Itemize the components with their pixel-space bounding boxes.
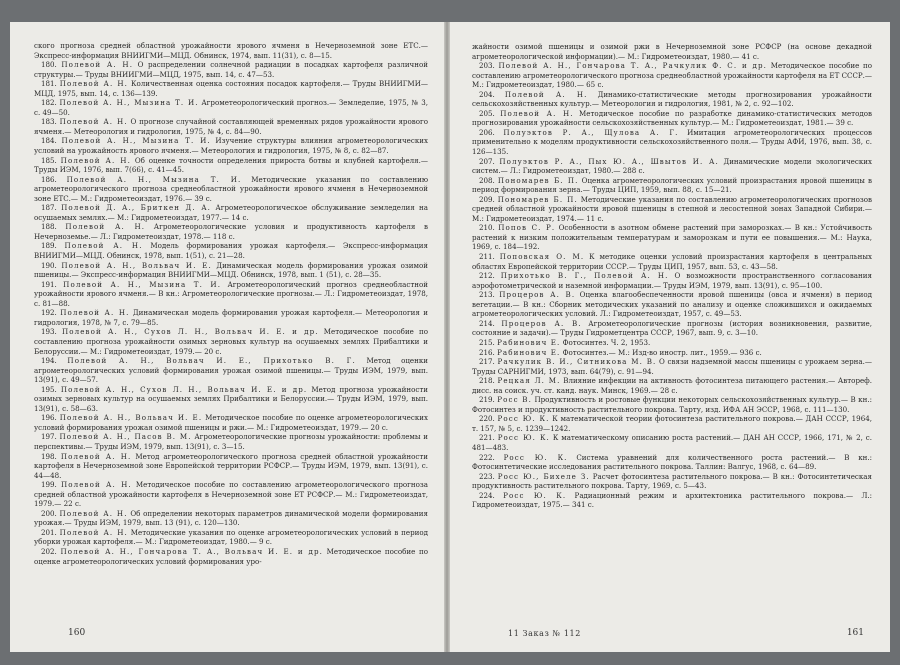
bibliography-entry <box>34 432 428 451</box>
entry-number: 213. <box>479 290 495 300</box>
entry-text: жайности озимой пшеницы и озимой ржи в Нечерноземной зоне РСФСР (на основе декадной агрометеорологической информации).— М.: Гидрометеоиздат, 1980.— 41 с. <box>472 42 872 61</box>
entry-text: Динамические модели экологических систем.— Л.: Гидрометеоиздат, 1980.— 288 с. <box>472 156 872 176</box>
entry-text: Агрометеорологический прогноз.— Земледелие, 1975, № 3, с. 49—50. <box>34 98 428 117</box>
entry-number: 198. <box>41 451 57 461</box>
bibliography-entry <box>472 290 872 319</box>
entry-number: 216. <box>479 347 495 357</box>
entry-author: Росс В. <box>497 395 532 405</box>
entry-number: 185. <box>41 155 57 165</box>
entry-text: О связи надземной массы пшеницы с урожаем зерна.— Труды САРНИГМИ, 1973, вып. 64(79), с. 91—94. <box>472 357 872 376</box>
bibliography-entry <box>472 414 872 433</box>
bibliography-entry <box>34 136 428 155</box>
entry-author: Полевой Д. А., Бриткен Д. А. <box>61 203 212 213</box>
entry-number: 215. <box>479 337 495 347</box>
bibliography-entry <box>472 271 872 290</box>
bibliography-entry <box>34 452 428 481</box>
bibliography-entry <box>34 261 428 280</box>
entry-author: Росс Ю. К. <box>497 433 550 443</box>
entry-author: Процеров А. В. <box>501 318 582 328</box>
entry-number: 187. <box>41 203 57 213</box>
bibliography-entry <box>472 176 872 195</box>
entry-author: Поповская О. М. <box>499 252 585 262</box>
entry-number: 223. <box>479 471 495 481</box>
entry-text: Изучение структуры влияния агрометеорологических условий на урожайность ярового ячменя.— Метеорология и гидрология, 1975, № 8, с. 82—87. <box>34 136 428 156</box>
entry-text: О возможности пространственного согласования аэрофотометрической и наземной информации.— Труды ИЭМ, 1979, вып. 13(91), с. 95—100. <box>472 271 872 290</box>
entry-author: Рецкая Л. М. <box>497 376 561 386</box>
entry-number: 204. <box>479 89 495 99</box>
entry-number: 195. <box>41 384 57 394</box>
left-bibliography-list <box>34 41 428 566</box>
entry-author: Полевой А. Н. <box>65 222 146 232</box>
entry-author: Росс Ю., Бихеле З. <box>497 471 590 481</box>
bibliography-entry <box>34 79 428 98</box>
bibliography-entry <box>472 338 872 348</box>
entry-number: 192. <box>41 308 57 318</box>
bibliography-entry <box>472 433 872 452</box>
entry-number: 199. <box>41 480 57 490</box>
entry-number: 222. <box>479 452 495 462</box>
entry-author: Полевой А. Н., Мызина Т. И. <box>61 136 211 146</box>
entry-text: Фотосинтез.— М.: Изд-во иностр. лит., 1959.— 936 с. <box>562 347 762 357</box>
bibliography-entry <box>472 223 872 252</box>
entry-number: 193. <box>41 327 57 337</box>
entry-text: Методические указания по составлению агрометеорологических прогнозов средней областной урожайности яровой пшеницы в степной и лесостепной зонах Западной Сибири.— М.: Гидрометеоиздат, 1974.— 11 с. <box>472 194 872 223</box>
bibliography-entry <box>472 472 872 491</box>
right-page <box>450 22 890 652</box>
entry-author: Полевой А. Н., Вольвач И. Е. <box>61 260 212 270</box>
entry-author: Полевой А. Н., Сухов Л. Н., Вольвач И. Е. и др. <box>61 327 319 337</box>
entry-text: Об определении некоторых параметров динамической модели формирования урожая.— Труды ИЭМ, 1979, вып. 13 (91), с. 120—130. <box>34 508 428 528</box>
entry-text: Метод агрометеорологического прогноза средней областной урожайности картофеля в Нечерноземной зоне Европейской территории РСФСР.— Труды ИЭМ, 1979, вып. 13(91), с. 44—48. <box>34 451 428 480</box>
entry-text: Количественная оценка состояния посадок картофеля.— Труды ВНИИГМИ—МЦД, 1975, вып. 14, с. 136—139. <box>34 79 428 98</box>
entry-number: 190. <box>41 260 57 270</box>
bibliography-entry <box>472 157 872 176</box>
bibliography-entry <box>34 547 428 566</box>
entry-number: 220. <box>479 414 495 424</box>
entry-author: Полевой А. Н., Гончарова Т. А., Рачкулик Ф. С. и др. <box>498 61 768 71</box>
bibliography-entry <box>472 319 872 338</box>
bibliography-entry <box>34 156 428 175</box>
bibliography-entry <box>34 222 428 241</box>
entry-author: Полевой А. Н. <box>61 60 134 70</box>
bibliography-entry <box>34 480 428 509</box>
entry-text: Об оценке точности определения прироста ботвы и клубней картофеля.— Труды ИЭМ, 1976, вып. 7(66), с. 41—45. <box>34 155 428 175</box>
entry-author: Полевой А. Н., Мызина Т. И. <box>59 98 199 108</box>
bibliography-entry <box>34 60 428 79</box>
entry-author: Полевой А. Н. <box>60 480 132 490</box>
entry-author: Процеров А. В. <box>499 290 576 300</box>
entry-text: Методические указания по оценке агрометеорологических условий в период уборки урожая картофеля.— М.: Гидрометеоиздат, 1980.— 9 с. <box>34 527 428 547</box>
entry-author: Полевой А. Н. <box>59 117 128 127</box>
entry-author: Полевой А. Н. <box>500 108 574 118</box>
entry-text: К математической теории фотосинтеза растительного покрова.— ДАН СССР, 1964, т. 157, № 5, с. 1239—1242. <box>472 414 872 433</box>
bibliography-entry <box>34 241 428 260</box>
entry-number: 201. <box>41 527 57 537</box>
entry-author: Прихотько В. Г., Полевой А. Н. <box>500 271 669 281</box>
entry-text: Агрометеорологическое обслуживание земледелия на осушаемых землях.— М.: Гидрометеоиздат, 1977.— 14 с. <box>34 203 428 222</box>
bibliography-entry <box>34 413 428 432</box>
entry-text: Агрометеорологические условия и продуктивность картофеля в Нечерноземье.— Л.: Гидрометеоиздат, 1978.— 118 с. <box>34 222 428 241</box>
bibliography-entry <box>34 528 428 547</box>
entry-author: Полевой А. Н. <box>59 508 128 518</box>
entry-text: Агрометеорологические прогнозы (история возникновения, развитие, состояние и задачи).— Труды Гидрометцентра СССР, 1967, вып. 9, с. 3—10. <box>472 318 872 338</box>
entry-author: Полевой А. Н. <box>59 527 128 537</box>
entry-author: Рачкулик В. И., Ситникова М. В. <box>497 357 657 367</box>
bibliography-entry <box>34 509 428 528</box>
entry-number: 208. <box>479 175 495 185</box>
entry-text: Расчет фотосинтеза растительного покрова.— В кн.: Фотосинтетическая продуктивность растительного покрова. Тарту, 1969, с. 5—43. <box>472 471 872 491</box>
bibliography-entry <box>34 280 428 309</box>
entry-author: Пономарев Б. П. <box>497 194 578 204</box>
bibliography-entry <box>472 42 872 61</box>
bibliography-entry <box>34 41 428 60</box>
entry-author: Полевой А. Н., Вольвач И. Е., Прихотько В. Г. <box>67 356 356 366</box>
entry-author: Полевой А. Н. <box>504 89 588 99</box>
entry-number: 191. <box>41 279 57 289</box>
print-signature: 11 Заказ № 112 <box>508 629 581 638</box>
entry-text: Продуктивность и ростовые функции некоторых сельскохозяйственных культур.— В кн.: Фотосинтез и продуктивность растительного покрова. Тарту, изд. ИФА АН ЭССР, 1968, с. 111—130. <box>472 395 872 414</box>
bibliography-entry <box>472 128 872 157</box>
entry-text: Агрометеорологические прогнозы урожайности: проблемы и перспективы.— Труды ИЭМ, 1979, вып. 13(91), с. 3—15. <box>34 432 428 451</box>
bibliography-entry <box>472 61 872 90</box>
left-page <box>10 22 444 652</box>
entry-number: 214. <box>479 318 495 328</box>
bibliography-entry <box>472 348 872 358</box>
entry-author: Рабинович Е. <box>497 337 561 347</box>
entry-text: Методическое пособие по составлению агрометеорологического прогноза среднеобластной урожайности картофеля на ЕТ СССР.— М.: Гидрометеоиздат, 1980.— 65 с. <box>472 61 872 90</box>
entry-author: Полуэктов Р. А., Щулова А. Г. <box>503 127 679 137</box>
entry-number: 205. <box>479 108 495 118</box>
entry-author: Полевой А. Н., Пасов В. М. <box>59 432 192 442</box>
entry-number: 218. <box>479 376 495 386</box>
entry-text: Методическое пособие по составлению агрометеорологического прогноза средней областной урожайности картофеля в Нечерноземной зоне ЕТ РСФСР.— М.: Гидрометеоиздат, 1979.— 22 с. <box>34 480 428 509</box>
entry-text: Система уравнений для количественного роста растений.— В кн.: Фотосинтетические исследования растительного покрова. Таллин: Валгус, 1968, с. 64—89. <box>472 452 872 472</box>
entry-text: Методическое пособие по разработке динамико-статистических методов прогнозирования урожайности сельскохозяйственных культур.— М.: Гидрометеоиздат, 1981.— 39 с. <box>472 108 872 128</box>
entry-number: 203. <box>479 61 495 71</box>
entry-text: Влияние инфекции на активность фотосинтеза питающего растения.— Автореф. дисс. на соиск. уч. ст. канд. наук. Минск, 1969.— 28 с. <box>472 376 872 395</box>
entry-number: 217. <box>479 357 495 367</box>
bibliography-entry <box>472 90 872 109</box>
entry-text: Методическое пособие по оценке агрометеорологических условий формирования уро- <box>34 546 428 566</box>
entry-author: Полуэктов Р. А., Пых Ю. А., Швытов И. А. <box>499 156 719 166</box>
entry-number: 188. <box>41 222 57 232</box>
entry-number: 212. <box>479 271 495 281</box>
entry-author: Полевой А. Н., Мызина Т. И. <box>66 174 242 184</box>
bibliography-entry <box>34 117 428 136</box>
bibliography-entry <box>472 252 872 271</box>
entry-text: Оценка агрометеорологических условий произрастания яровой пшеницы в период формирования зерна.— Труды ЦИП, 1959, вып. 88, с. 15—21. <box>472 175 872 195</box>
entry-text: Агрометеорологический прогноз среднеобластной урожайности ярового ячменя.— В кн.: Агрометеорологические прогнозы.— Л.: Гидрометеоиздат, 1978, с. 81—88. <box>34 279 428 308</box>
bibliography-entry <box>472 395 872 414</box>
bibliography-entry <box>34 385 428 414</box>
bibliography-entry <box>34 98 428 117</box>
right-page-number: 161 <box>846 628 864 638</box>
entry-text: Радиационный режим и архитектоника растительного покрова.— Л.: Гидрометеоиздат, 1975.— 341 с. <box>472 490 873 510</box>
entry-text: Имитация агрометеорологических процессов применительно к моделям продуктивности сельскохозяйственного поля.— Труды АФИ, 1976, вып. 38, с. 126—135. <box>472 127 872 157</box>
entry-number: 206. <box>479 127 495 137</box>
entry-number: 182. <box>41 98 57 108</box>
entry-text: О прогнозе случайной составляющей временных рядов урожайности ярового ячменя.— Метеорология и гидрология, 1975, № 4, с. 84—90. <box>34 117 428 136</box>
bibliography-entry <box>34 356 428 385</box>
left-page-number: 160 <box>68 628 86 638</box>
entry-text: Метод прогноза урожайности озимых зерновых культур на осушаемых землях Прибалтики и Белоруссии.— Труды ИЭМ, 1979, вып. 13(91), с. 58—63. <box>34 384 428 413</box>
bibliography-entry <box>34 308 428 327</box>
entry-number: 194. <box>41 356 57 366</box>
entry-number: 189. <box>41 241 57 251</box>
entry-number: 183. <box>41 117 57 127</box>
entry-number: 224. <box>479 490 495 500</box>
entry-author: Полевой А. Н., Вольвач И. Е. <box>59 413 203 423</box>
entry-author: Полевой А. Н., Гончарова Т. А., Вольвач И. Е. и др. <box>60 546 323 556</box>
bibliography-entry <box>34 203 428 222</box>
entry-author: Пономарев Б. П. <box>497 175 579 185</box>
entry-author: Рабинович Е. <box>497 347 561 357</box>
entry-author: Полевой А. Н. <box>59 79 129 89</box>
bibliography-entry <box>472 357 872 376</box>
entry-text: Методическое пособие по составлению прогноза урожайности озимых зерновых культур на осушаемых землях Прибалтики и Белоруссии.— М.: Гидрометеоиздат, 1979.— 20 с. <box>34 327 429 356</box>
entry-author: Полевой А. Н., Сухов Л. Н., Вольвач И. Е. и др. <box>60 384 308 394</box>
entry-text: К методике оценки условий произрастания картофеля в центральных областях Европейской территории СССР.— Труды ЦИП, 1957, вып. 53, с. 43—58. <box>472 252 872 271</box>
entry-number: 210. <box>479 223 495 233</box>
entry-number: 211. <box>479 252 495 262</box>
entry-text: Особенности в азотном обмене растений при заморозках.— В кн.: Устойчивость растений к низким положительным температурам и заморозкам и пути ее повышения.— М.: Наука, 1969, с. 184—192. <box>472 223 872 252</box>
entry-author: Полевой А. Н. <box>64 241 143 251</box>
entry-text: К математическому описанию роста растений.— ДАН АН СССР, 1966, 171, № 2, с. 481—483. <box>472 433 872 452</box>
entry-text: Оценка влагообеспеченности яровой пшеницы (овса и ячменя) в период вегетации.— В кн.: Сборник методических указаний по анализу и оценке сложившихся и ожидаемых агрометеорологических условий. Л.: Гидрометеоиздат, 1957, с. 49—53. <box>472 290 872 319</box>
entry-number: 196. <box>41 413 57 423</box>
entry-author: Полевой А. Н., Мызина Т. И. <box>63 279 222 289</box>
entry-number: 207. <box>479 156 495 166</box>
entry-author: Попов С. Р. <box>498 223 556 233</box>
entry-number: 209. <box>479 194 495 204</box>
entry-text: Динамическая модель формирования урожая картофеля.— Метеорология и гидрология, 1978, № 7, с. 79—85. <box>34 308 428 327</box>
entry-author: Росс Ю. К. <box>503 490 567 500</box>
bibliography-entry <box>472 491 872 510</box>
entry-author: Полевой А. Н. <box>60 155 131 165</box>
entry-text: Динамическая модель формирования урожая озимой пшеницы.— Экспресс-информация ВНИИГМИ—МЦД. Обнинск, 1978, вып. 1 (51), с. 28—35. <box>34 260 428 280</box>
entry-number: 202. <box>41 546 57 556</box>
entry-number: 180. <box>41 60 57 70</box>
entry-number: 197. <box>41 432 57 442</box>
entry-number: 181. <box>41 79 57 89</box>
bibliography-entry <box>472 195 872 224</box>
bibliography-entry <box>472 376 872 395</box>
entry-author: Росс Ю. К. <box>497 414 550 424</box>
entry-author: Полевой А. Н. <box>60 308 130 318</box>
entry-author: Росс Ю. К. <box>503 452 568 462</box>
entry-text: Фотосинтез. Ч. 2, 1953. <box>562 337 651 347</box>
entry-text: О распределении солнечной радиации в посадках картофеля различной структуры.— Труды ВНИИГМИ—МЦД, 1975, вып. 14, с. 47—53. <box>34 60 428 79</box>
bibliography-entry <box>472 453 872 472</box>
right-bibliography-list <box>472 42 872 510</box>
entry-text: Модель формирования урожая картофеля.— Экспресс-информация ВНИИГМИ—МЦД. Обнинск, 1978, вып. 1(51), с. 21—28. <box>34 241 428 261</box>
bibliography-entry <box>472 109 872 128</box>
entry-number: 184. <box>41 136 57 146</box>
entry-text: ского прогноза средней областной урожайности ярового ячменя в Нечерноземной зоне ЕТС.— Экспресс-информация ВНИИГМИ—МЦД. Обнинск, 1974, вып. 11(31), с. 8—15. <box>34 41 428 60</box>
entry-text: Методическое пособие по оценке агрометеорологических условий формирования урожая озимой пшеницы и ржи.— М.: Гидрометеоиздат, 1979.— 20 с. <box>34 413 428 432</box>
entry-text: Методические указания по составлению агрометеорологического прогноза среднеобластной урожайности ярового ячменя в Нечерноземной зоне ЕТС.— М.: Гидрометеоиздат, 1976.— 39 с. <box>34 174 428 203</box>
entry-number: 186. <box>41 174 57 184</box>
bibliography-entry <box>34 327 428 356</box>
entry-text: Метод оценки агрометеорологических условий формирования урожая озимой пшеницы.— Труды ИЭМ, 1979, вып. 13(91), с. 49—57. <box>34 356 428 385</box>
bibliography-entry <box>34 175 428 204</box>
entry-author: Полевой А. Н. <box>60 451 132 461</box>
entry-number: 219. <box>479 395 495 405</box>
entry-text: Динамико-статистические методы прогнозирования урожайности сельскохозяйственных культур.— Метеорология и гидрология, 1981, № 2, с. 92—102. <box>472 89 872 109</box>
entry-number: 221. <box>479 433 495 443</box>
entry-number: 200. <box>41 508 57 518</box>
